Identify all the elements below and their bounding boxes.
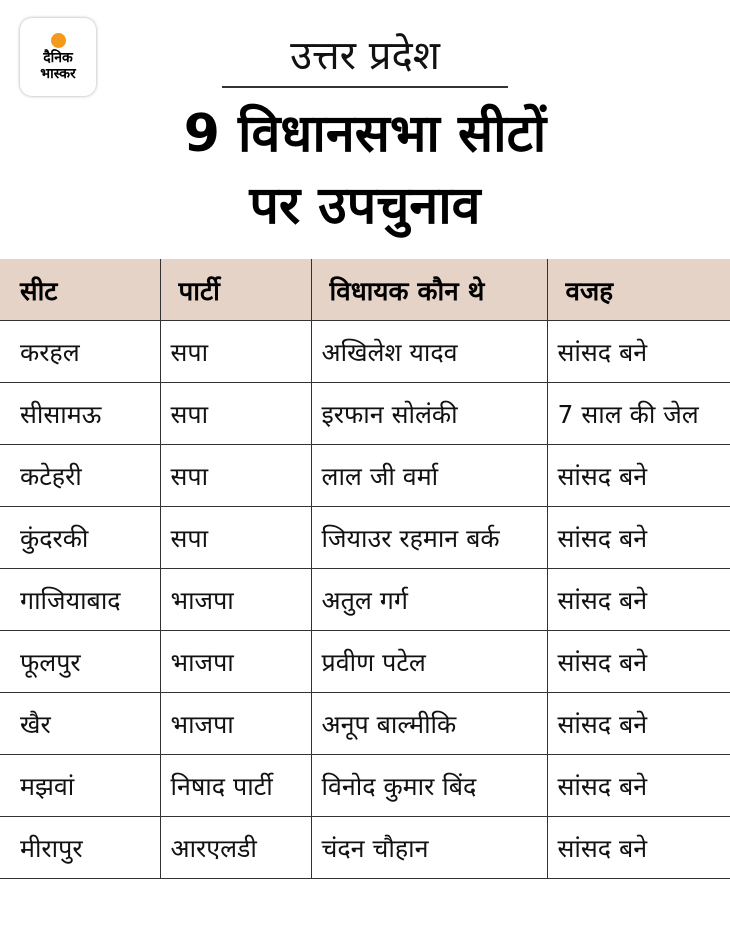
table-row xyxy=(0,507,730,569)
party-cell: भाजपा xyxy=(160,693,311,755)
seat-cell: कटेहरी xyxy=(0,445,160,507)
logo-line-2: भास्कर xyxy=(40,65,76,82)
mla-cell: विनोद कुमार बिंद xyxy=(311,755,547,817)
seat-cell: मझवां xyxy=(0,755,160,817)
reason-cell: सांसद बने xyxy=(547,507,730,569)
party-cell: भाजपा xyxy=(160,631,311,693)
seat-cell: कुंदरकी xyxy=(0,507,160,569)
reason-cell: सांसद बने xyxy=(547,445,730,507)
party-cell: सपा xyxy=(160,383,311,445)
party-cell: सपा xyxy=(160,445,311,507)
column-header-reason: वजह xyxy=(547,259,730,321)
mla-cell: इरफान सोलंकी xyxy=(311,383,547,445)
table-row xyxy=(0,755,730,817)
mla-cell: चंदन चौहान xyxy=(311,817,547,879)
table-row xyxy=(0,445,730,507)
bypoll-seats-table xyxy=(0,259,730,879)
column-header-seat: सीट xyxy=(0,259,160,321)
party-cell: आरएलडी xyxy=(160,817,311,879)
seat-cell: सीसामऊ xyxy=(0,383,160,445)
table-row xyxy=(0,631,730,693)
mla-cell: अखिलेश यादव xyxy=(311,321,547,383)
seat-cell: खैर xyxy=(0,693,160,755)
mla-cell: प्रवीण पटेल xyxy=(311,631,547,693)
table-row xyxy=(0,569,730,631)
party-cell: सपा xyxy=(160,507,311,569)
party-cell: सपा xyxy=(160,321,311,383)
table-row xyxy=(0,693,730,755)
reason-cell: सांसद बने xyxy=(547,817,730,879)
party-cell: निषाद पार्टी xyxy=(160,755,311,817)
headline-line-1: 9 विधानसभा सीटों xyxy=(183,104,547,164)
reason-cell: सांसद बने xyxy=(547,755,730,817)
headline-line-2: पर उपचुनाव xyxy=(249,176,481,236)
mla-cell: लाल जी वर्मा xyxy=(311,445,547,507)
reason-cell: 7 साल की जेल xyxy=(547,383,730,445)
table-row xyxy=(0,817,730,879)
table-row xyxy=(0,383,730,445)
reason-cell: सांसद बने xyxy=(547,321,730,383)
title-underline xyxy=(222,86,508,88)
seat-cell: गाजियाबाद xyxy=(0,569,160,631)
reason-cell: सांसद बने xyxy=(547,569,730,631)
seat-cell: मीरापुर xyxy=(0,817,160,879)
state-title: उत्तर प्रदेश xyxy=(290,33,440,79)
party-cell: भाजपा xyxy=(160,569,311,631)
seat-cell: करहल xyxy=(0,321,160,383)
mla-cell: अतुल गर्ग xyxy=(311,569,547,631)
mla-cell: अनूप बाल्मीकि xyxy=(311,693,547,755)
column-header-party: पार्टी xyxy=(160,259,311,321)
reason-cell: सांसद बने xyxy=(547,693,730,755)
mla-cell: जियाउर रहमान बर्क xyxy=(311,507,547,569)
column-header-mla: विधायक कौन थे xyxy=(311,259,547,321)
table-row xyxy=(0,321,730,383)
logo-line-1: दैनिक xyxy=(43,49,73,66)
seat-cell: फूलपुर xyxy=(0,631,160,693)
reason-cell: सांसद बने xyxy=(547,631,730,693)
table-header-row xyxy=(0,259,730,321)
